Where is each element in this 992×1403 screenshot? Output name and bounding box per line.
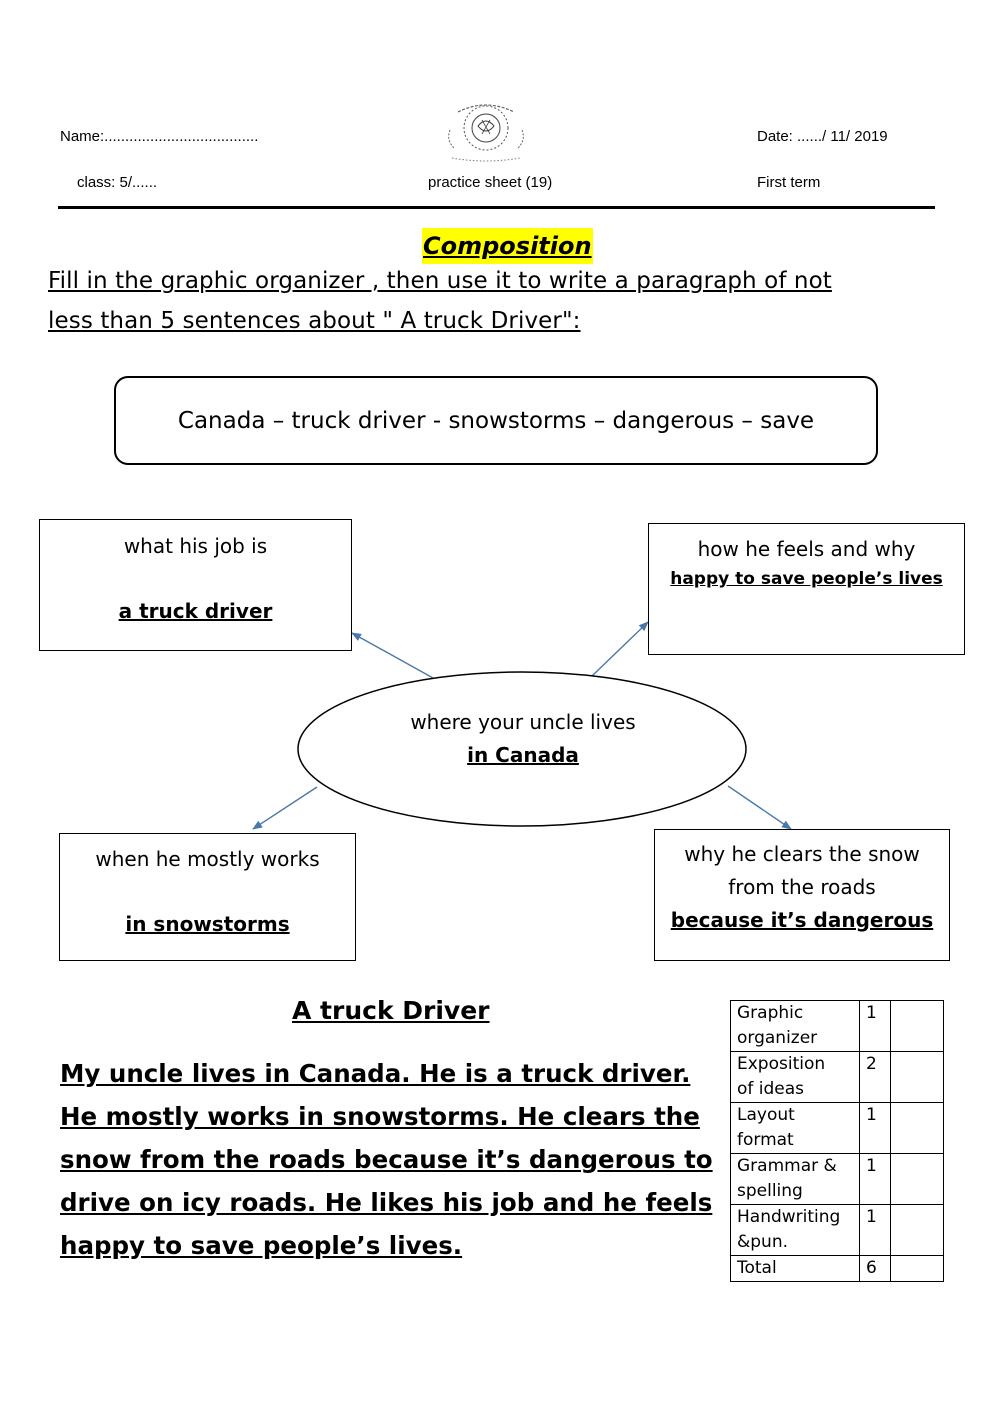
rubric-criterion: Exposition bbox=[737, 1054, 826, 1074]
page-title: Composition bbox=[422, 228, 593, 264]
rubric-row bbox=[731, 1205, 944, 1256]
center-prompt: where your uncle lives bbox=[410, 710, 636, 734]
rubric-row bbox=[731, 1001, 944, 1052]
paragraph-line: happy to save people’s lives. bbox=[60, 1231, 463, 1260]
why-box bbox=[654, 829, 950, 961]
feelings-answer: happy to save people’s lives bbox=[670, 569, 943, 589]
rubric-score: 1 bbox=[860, 1205, 891, 1256]
name-field-label: Name:..................................... bbox=[60, 128, 259, 145]
job-answer: a truck driver bbox=[118, 599, 273, 623]
rubric-mark-cell bbox=[891, 1256, 944, 1282]
rubric-score: 1 bbox=[860, 1001, 891, 1052]
when-answer: in snowstorms bbox=[125, 912, 290, 936]
arrow-to-job bbox=[352, 633, 433, 678]
rubric-row bbox=[731, 1154, 944, 1205]
paragraph-body bbox=[60, 1052, 713, 1267]
rubric-criterion: spelling bbox=[737, 1181, 803, 1201]
rubric-mark-cell bbox=[891, 1154, 944, 1205]
rubric-criterion: format bbox=[737, 1130, 794, 1150]
why-answer: because it’s dangerous bbox=[670, 908, 934, 932]
rubric-total-label: Total bbox=[731, 1256, 860, 1282]
rubric-row bbox=[731, 1052, 944, 1103]
job-prompt: what his job is bbox=[123, 534, 268, 558]
rubric-mark-cell bbox=[891, 1052, 944, 1103]
feelings-box bbox=[648, 523, 965, 655]
rubric-score: 1 bbox=[860, 1103, 891, 1154]
center-node bbox=[388, 706, 658, 772]
arrow-to-why bbox=[728, 786, 791, 829]
when-prompt: when he mostly works bbox=[95, 847, 320, 871]
rubric-criterion: of ideas bbox=[737, 1079, 805, 1099]
why-prompt-line-1: why he clears the snow bbox=[684, 842, 920, 866]
rubric-criterion: &pun. bbox=[737, 1232, 788, 1252]
rubric-criterion: Graphic bbox=[737, 1003, 804, 1023]
rubric-criterion: Handwriting bbox=[737, 1207, 841, 1227]
job-box bbox=[39, 519, 352, 651]
term-label: First term bbox=[757, 174, 821, 191]
why-prompt-line-2: from the roads bbox=[728, 875, 876, 899]
class-field-label: class: 5/...... bbox=[77, 174, 158, 191]
instruction-line-1: Fill in the graphic organizer , then use it to write a paragraph of not bbox=[48, 268, 832, 294]
rubric-score: 2 bbox=[860, 1052, 891, 1103]
arrow-to-feelings bbox=[592, 622, 648, 676]
rubric-criterion: Grammar & bbox=[737, 1156, 837, 1176]
paragraph-line: My uncle lives in Canada. He is a truck driver. bbox=[60, 1059, 691, 1088]
sheet-number: practice sheet (19) bbox=[428, 174, 553, 191]
rubric-row bbox=[731, 1103, 944, 1154]
word-bank-text: Canada – truck driver - snowstorms – dangerous – save bbox=[177, 407, 815, 434]
paragraph-title: A truck Driver bbox=[292, 996, 490, 1025]
rubric-total-row bbox=[731, 1256, 944, 1282]
rubric-mark-cell bbox=[891, 1103, 944, 1154]
center-answer: in Canada bbox=[467, 743, 579, 767]
rubric-mark-cell bbox=[891, 1001, 944, 1052]
rubric-total-score: 6 bbox=[860, 1256, 891, 1282]
rubric-mark-cell bbox=[891, 1205, 944, 1256]
paragraph-line: He mostly works in snowstorms. He clears the bbox=[60, 1102, 700, 1131]
when-box bbox=[59, 833, 356, 961]
instruction-line-2: less than 5 sentences about " A truck Driver": bbox=[48, 308, 581, 334]
rubric-table bbox=[730, 1000, 944, 1282]
feelings-prompt: how he feels and why bbox=[697, 537, 916, 561]
rubric-criterion: Layout bbox=[737, 1105, 795, 1125]
arrow-to-when bbox=[253, 787, 317, 829]
rubric-score: 1 bbox=[860, 1154, 891, 1205]
paragraph-line: snow from the roads because it’s dangerous to bbox=[60, 1145, 713, 1174]
date-field-label: Date: ....../ 11/ 2019 bbox=[757, 128, 888, 145]
paragraph-line: drive on icy roads. He likes his job and he feels bbox=[60, 1188, 713, 1217]
rubric-criterion: organizer bbox=[737, 1028, 818, 1048]
